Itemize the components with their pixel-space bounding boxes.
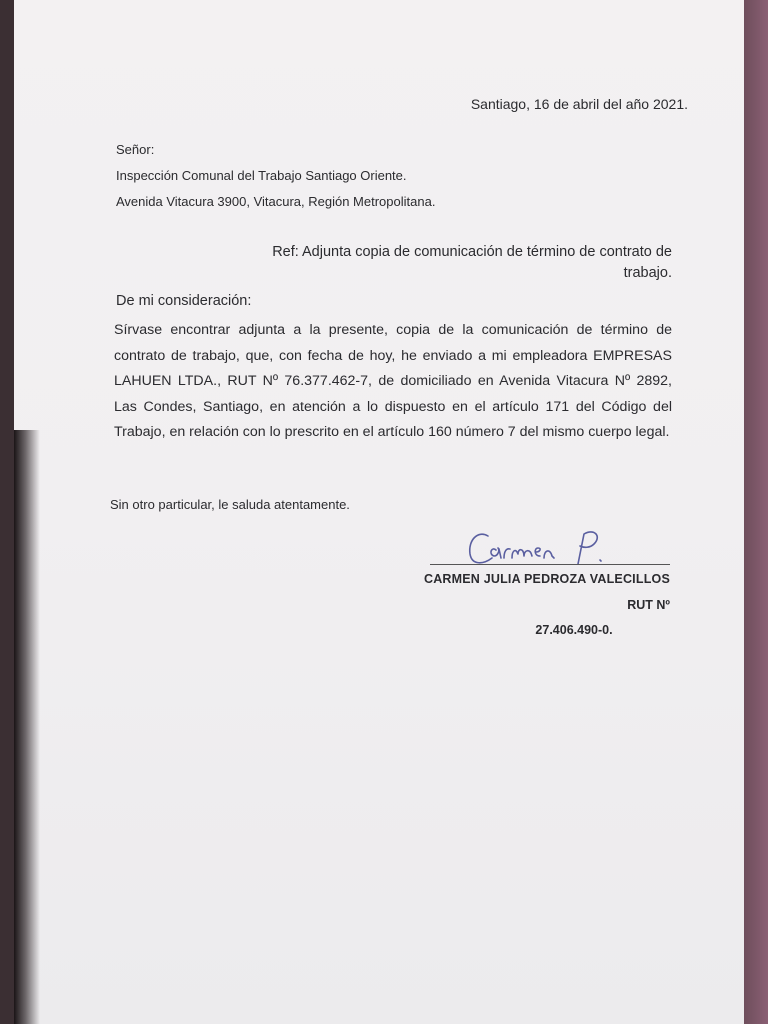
recipient-block [116,137,676,215]
signature-line [430,564,670,565]
recipient-line-1: Inspección Comunal del Trabajo Santiago Oriente. [116,168,407,183]
handwritten-signature [460,518,620,574]
signer-name: CARMEN JULIA PEDROZA VALECILLOS [423,572,670,586]
rut-label: RUT Nº [627,598,670,612]
background-strip [744,0,768,1024]
page-edge-shadow [14,430,40,1024]
recipient-line-2: Avenida Vitacura 3900, Vitacura, Región Metropolitana. [116,194,436,209]
greeting: De mi consideración: [116,293,252,309]
letter-body [114,318,672,446]
closing-line: Sin otro particular, le saluda atentamente. [110,497,350,512]
rut-value: 27.406.490-0. [535,623,613,637]
reference-line: Ref: Adjunta copia de comunicación de término de contrato de trabajo. [272,244,672,281]
date-line: Santiago, 16 de abril del año 2021. [470,96,688,112]
body-paragraph: Sírvase encontrar adjunta a la presente, copia de la comunicación de término de contrato de trabajo, que, con fecha de hoy, he enviado a mi empleadora EMPRESAS LAHUEN LTDA., RUT Nº 76.377.462-7, de domiciliado en Avenida Vitacura Nº 2892, Las Condes, Santiago, en atención a lo dispuesto en el artículo 171 del Código del Trabajo, en relación con lo prescrito en el artículo 160 número 7 del mismo cuerpo legal. [114,322,672,440]
letter-page [14,0,744,1024]
recipient-salutation: Señor: [116,142,155,157]
